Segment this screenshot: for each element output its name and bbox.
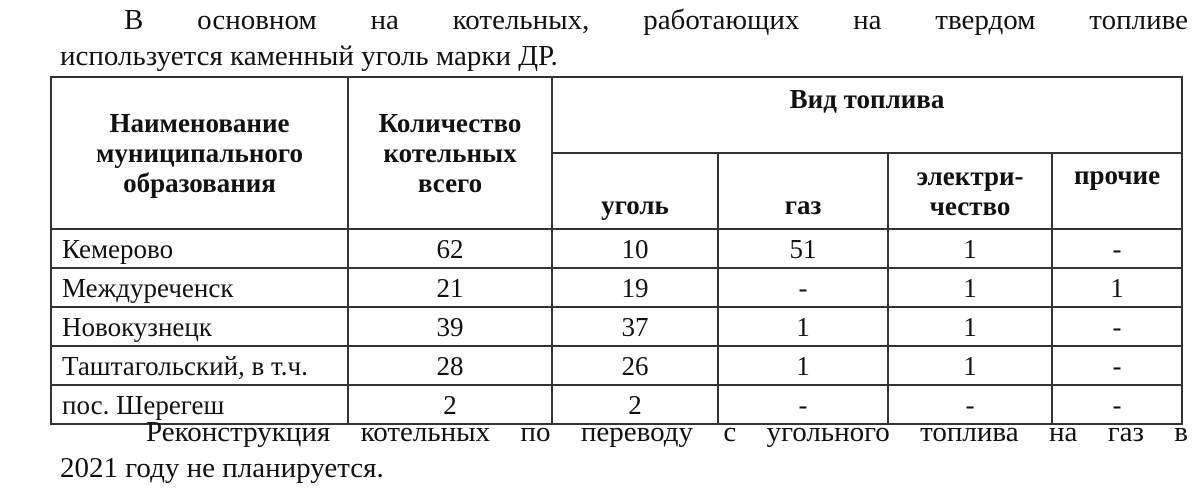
cell-coal: 10 <box>552 229 718 268</box>
cell-electricity: 1 <box>888 307 1052 346</box>
table-row <box>51 346 1182 385</box>
cell-gas: 1 <box>718 346 888 385</box>
cell-total: 39 <box>348 307 552 346</box>
header-other: прочие <box>1052 153 1182 229</box>
cell-coal: 37 <box>552 307 718 346</box>
header-boiler-count: Количество котельных всего <box>348 77 552 229</box>
header-gas: газ <box>718 153 888 229</box>
cell-total: 62 <box>348 229 552 268</box>
cell-other: - <box>1052 385 1182 424</box>
intro-paragraph-line-2: используется каменный уголь марки ДР. <box>60 40 558 72</box>
header-coal: уголь <box>552 153 718 229</box>
cell-total: 28 <box>348 346 552 385</box>
cell-coal: 2 <box>552 385 718 424</box>
closing-paragraph-line-1: Реконструкция котельных по переводу с угольного топлива на газ в <box>146 416 1188 448</box>
cell-electricity: 1 <box>888 229 1052 268</box>
cell-gas: - <box>718 385 888 424</box>
cell-gas: - <box>718 268 888 307</box>
cell-total: 21 <box>348 268 552 307</box>
closing-paragraph-line-2: 2021 году не планируется. <box>60 452 384 484</box>
cell-total: 2 <box>348 385 552 424</box>
cell-name: Новокузнецк <box>51 307 348 346</box>
header-fuel-type: Вид топлива <box>552 77 1182 153</box>
cell-name: Кемерово <box>51 229 348 268</box>
cell-other: 1 <box>1052 268 1182 307</box>
header-municipality: Наименование муниципального образования <box>51 77 348 229</box>
cell-other: - <box>1052 307 1182 346</box>
table-row <box>51 229 1182 268</box>
header-electricity: электри-чество <box>888 153 1052 229</box>
cell-name: Таштагольский, в т.ч. <box>51 346 348 385</box>
cell-coal: 26 <box>552 346 718 385</box>
cell-name: пос. Шерегеш <box>51 385 348 424</box>
boiler-fuel-table <box>50 76 1183 425</box>
cell-electricity: 1 <box>888 268 1052 307</box>
table-row <box>51 307 1182 346</box>
cell-other: - <box>1052 346 1182 385</box>
table-header-row-1 <box>51 77 1182 153</box>
cell-other: - <box>1052 229 1182 268</box>
cell-gas: 1 <box>718 307 888 346</box>
cell-coal: 19 <box>552 268 718 307</box>
closing-paragraph <box>60 414 1188 486</box>
intro-paragraph <box>60 2 1188 74</box>
table-row <box>51 268 1182 307</box>
cell-gas: 51 <box>718 229 888 268</box>
intro-paragraph-line-1: В основном на котельных, работающих на твердом топливе <box>124 4 1188 36</box>
cell-electricity: - <box>888 385 1052 424</box>
cell-name: Междуреченск <box>51 268 348 307</box>
cell-electricity: 1 <box>888 346 1052 385</box>
